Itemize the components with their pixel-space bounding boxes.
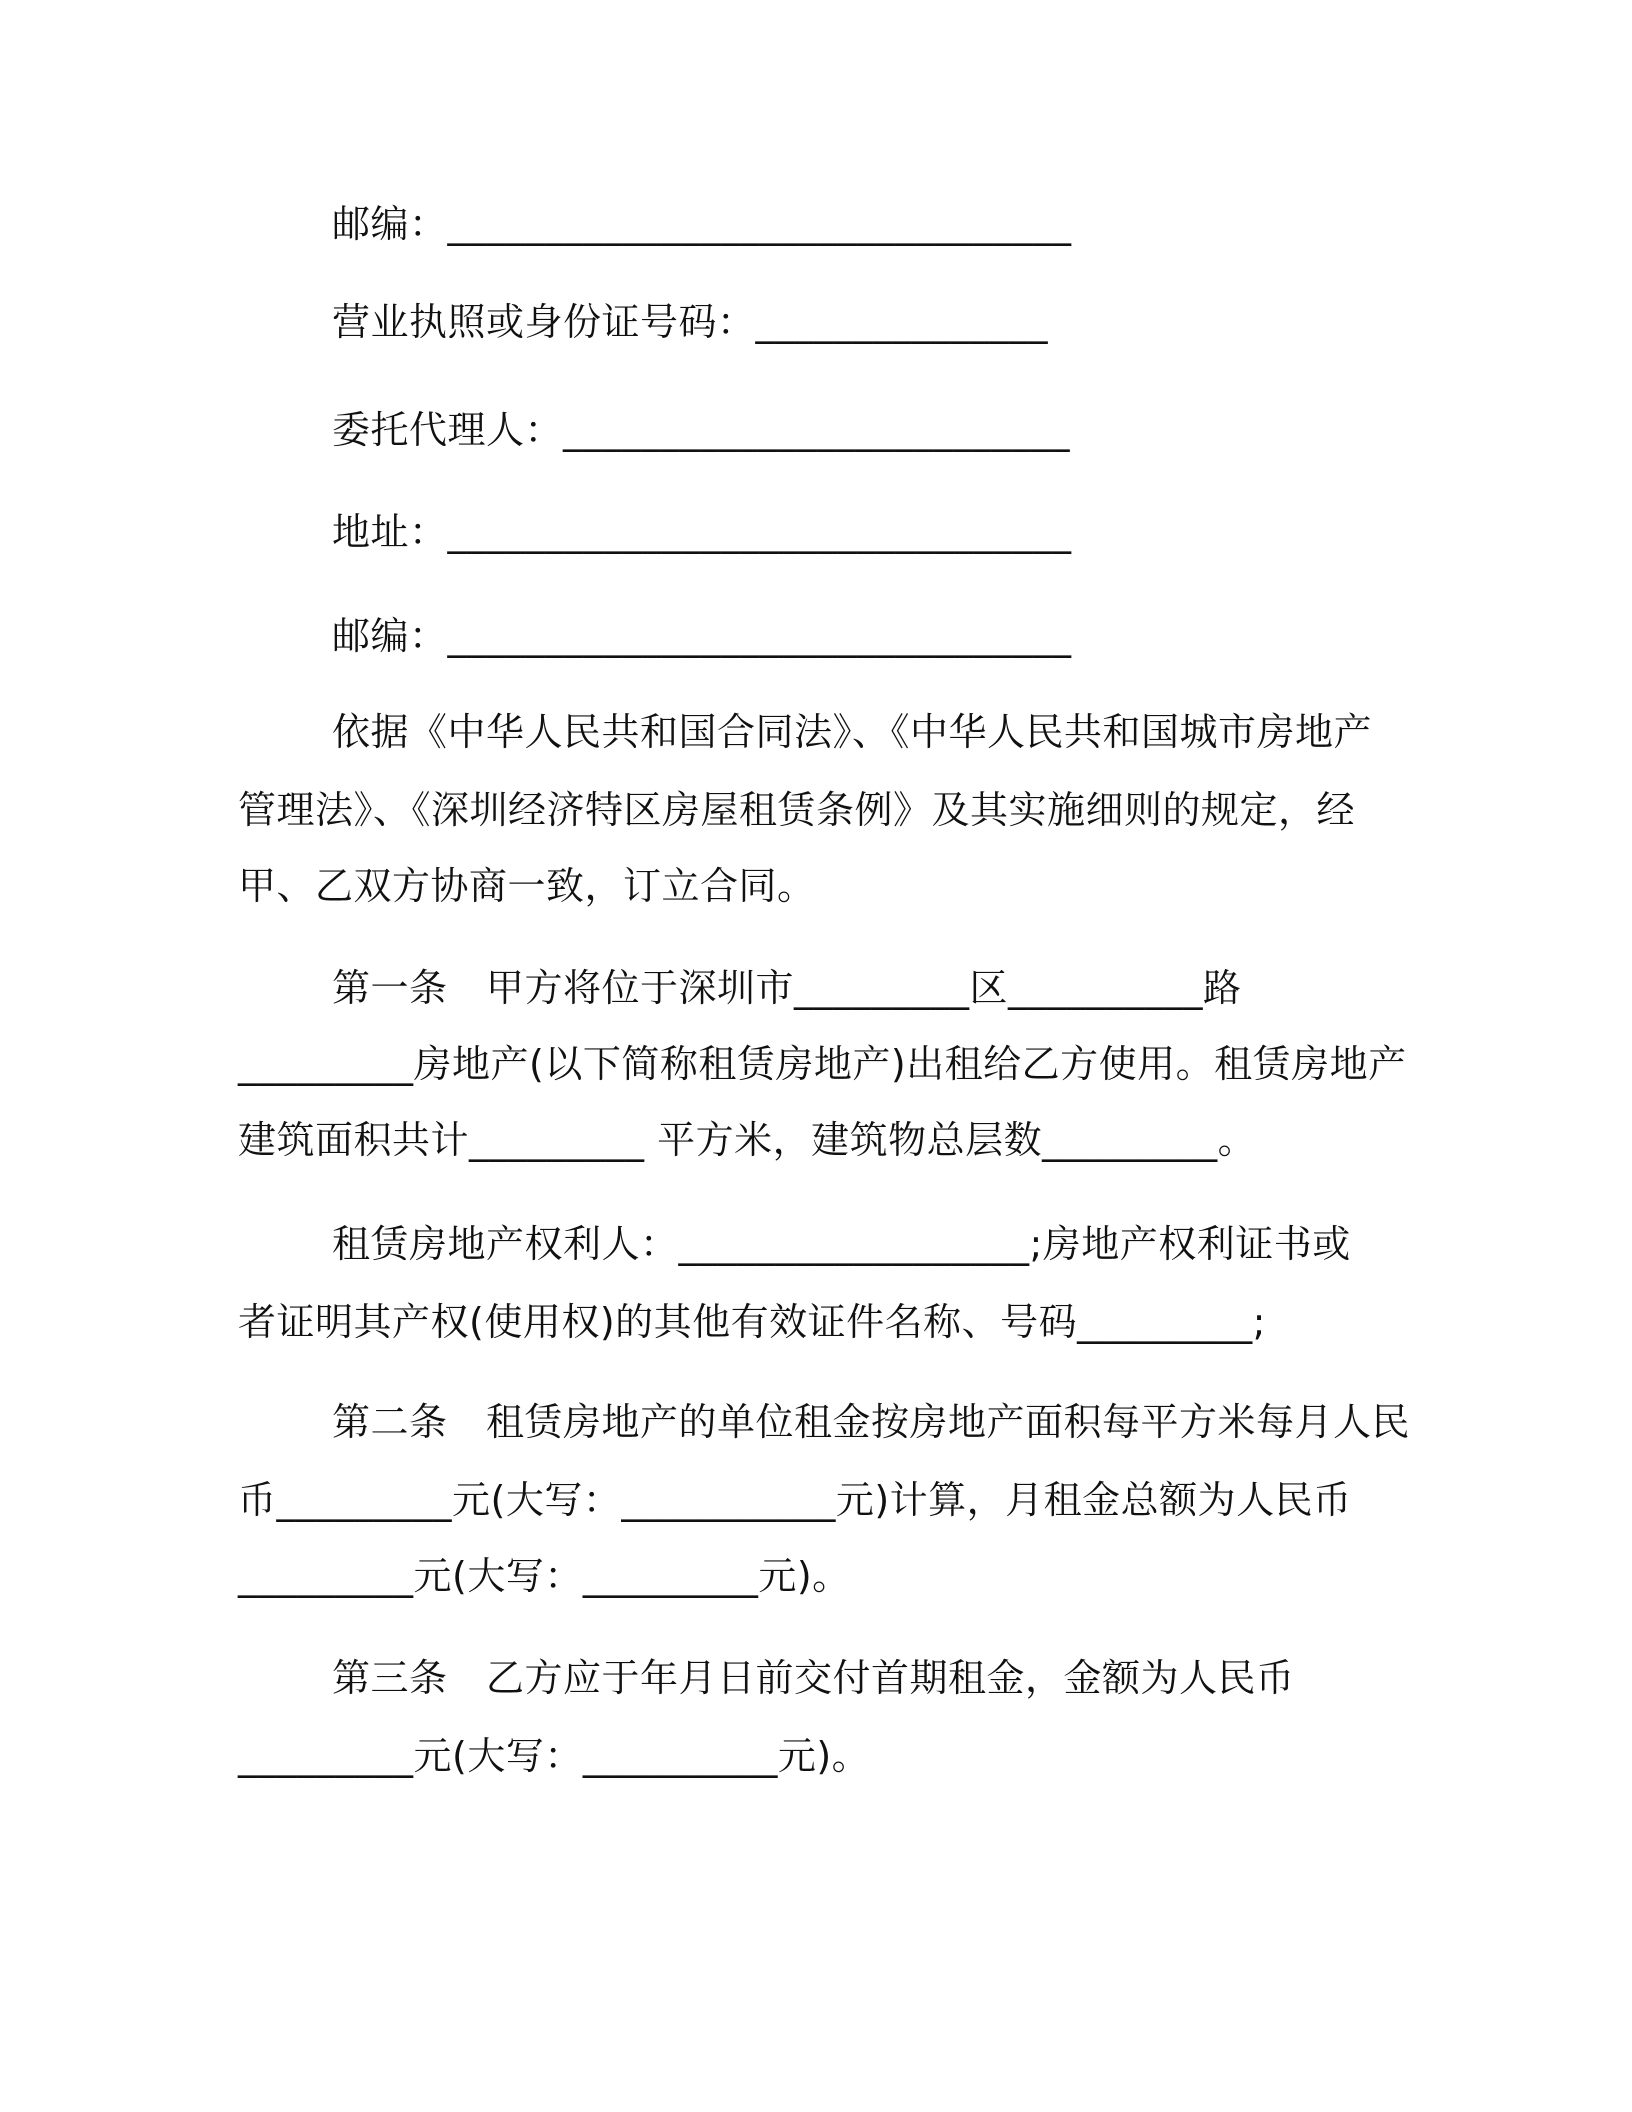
article-1-line-2: _________房地产(以下简称租赁房地产)出租给乙方使用。租赁房地产 bbox=[238, 1042, 1407, 1086]
preamble-line-3: 甲、乙双方协商一致，订立合同。 bbox=[238, 864, 816, 908]
agent-line: 委托代理人：__________________________ bbox=[332, 408, 1071, 452]
address-line: 地址：________________________________ bbox=[332, 510, 1072, 554]
license-id-line: 营业执照或身份证号码：_______________ bbox=[332, 300, 1049, 344]
article-1-line-3: 建筑面积共计_________ 平方米，建筑物总层数_________。 bbox=[238, 1118, 1257, 1162]
article-3-line-1: 第三条 乙方应于年月日前交付首期租金，金额为人民币 bbox=[332, 1656, 1295, 1700]
postcode-line-1: 邮编：________________________________ bbox=[332, 202, 1072, 246]
owner-line-1: 租赁房地产权利人：__________________;房地产权利证书或 bbox=[332, 1222, 1351, 1266]
preamble-line-1: 依据《中华人民共和国合同法》、《中华人民共和国城市房地产 bbox=[332, 710, 1373, 754]
article-2-line-1: 第二条 租赁房地产的单位租金按房地产面积每平方米每月人民 bbox=[332, 1400, 1411, 1444]
preamble-line-2: 管理法》、《深圳经济特区房屋租赁条例》及其实施细则的规定，经 bbox=[238, 788, 1356, 832]
postcode-line-2: 邮编：________________________________ bbox=[332, 614, 1072, 658]
article-2-line-2: 币_________元(大写：___________元)计算，月租金总额为人民币 bbox=[238, 1478, 1352, 1522]
article-1-line-1: 第一条 甲方将位于深圳市_________区__________路 bbox=[332, 966, 1242, 1010]
article-2-line-3: _________元(大写：_________元)。 bbox=[238, 1554, 851, 1598]
article-3-line-2: _________元(大写：__________元)。 bbox=[238, 1734, 871, 1778]
owner-line-2: 者证明其产权(使用权)的其他有效证件名称、号码_________; bbox=[238, 1300, 1266, 1344]
